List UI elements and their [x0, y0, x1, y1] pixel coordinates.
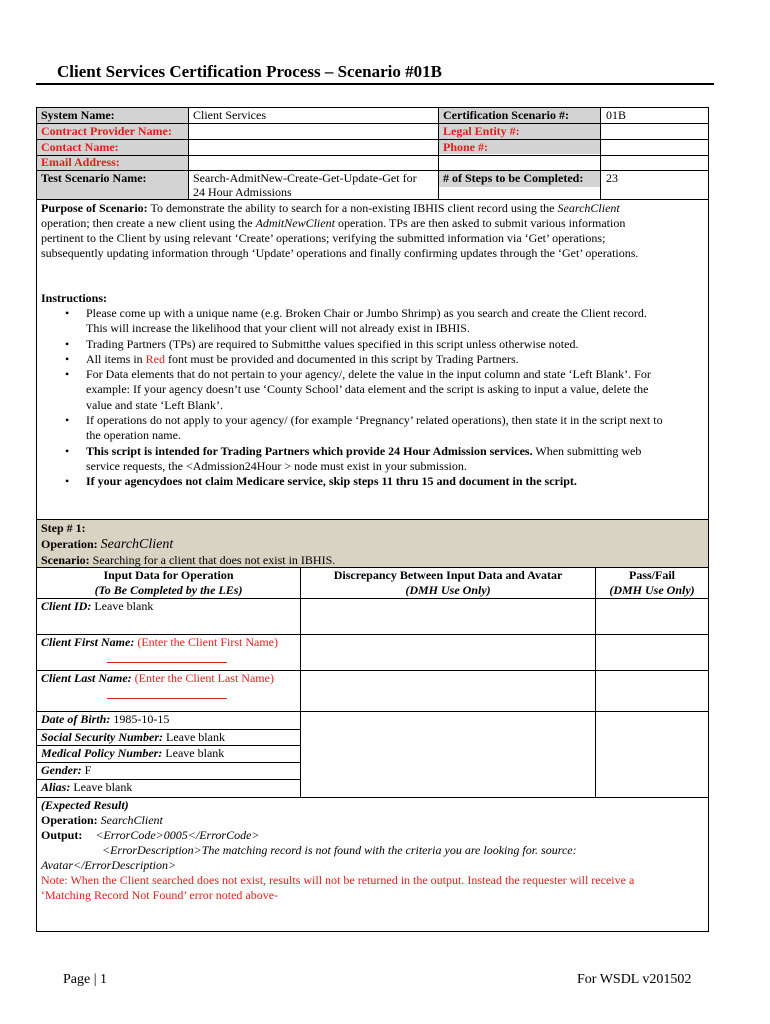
test-scenario-value-line1: Search-AdmitNew-Create-Get-Update-Get for — [193, 171, 417, 185]
instruction-bold: This script is intended for Trading Partners which provide 24 Hour Admission services. — [86, 443, 533, 458]
cert-scenario-value: 01B — [606, 108, 627, 122]
col2-header: Discrepancy Between Input Data and Avatar — [333, 568, 563, 582]
instruction-text-part: All items in — [86, 351, 143, 366]
page-title: Client Services Certification Process – Scenario #01B — [57, 62, 442, 81]
wsdl-version: For WSDL v201502 — [577, 972, 692, 987]
instruction-text: This will increase the likelihood that your client will not already exist in IBHIS. — [86, 321, 470, 336]
expected-note-line2: ‘Matching Record Not Found’ error noted above- — [41, 888, 279, 902]
steps-label: # of Steps to be Completed: — [443, 171, 584, 185]
page-number: Page | 1 — [63, 972, 108, 987]
bullet-icon: • — [65, 413, 70, 428]
first-name-label: Client First Name: — [41, 635, 135, 649]
dob-value: 1985-10-15 — [113, 712, 170, 726]
scenario-label: Scenario: — [41, 553, 90, 567]
instruction-text-part: When submitting web — [535, 443, 642, 458]
bullet-icon: • — [65, 474, 70, 489]
expected-output-label: Output: — [41, 828, 83, 842]
bullet-icon: • — [65, 351, 70, 366]
bullet-icon: • — [65, 306, 70, 320]
test-scenario-value-line2: 24 Hour Admissions — [193, 185, 292, 199]
gender-label: Gender: — [41, 763, 82, 777]
dob-label: Date of Birth: — [41, 712, 111, 726]
instruction-text — [86, 352, 707, 367]
client-id-row — [41, 599, 153, 614]
instruction-item — [41, 367, 707, 413]
contact-name-label: Contact Name: — [41, 140, 119, 154]
instruction-text — [86, 444, 707, 459]
steps-value: 23 — [606, 171, 618, 185]
instruction-text: example: If your agency doesn’t use ‘County School’ data element and the script is asking to input a value, delete the — [86, 382, 649, 397]
instruction-text: For Data elements that do not pertain to your agency/, delete the value in the input column and state ‘Left Blank’. For — [86, 367, 651, 382]
test-scenario-label: Test Scenario Name: — [41, 171, 147, 185]
instruction-text-part: font must be provided and documented in this script by Trading Partners. — [168, 351, 519, 366]
ssn-label: Social Security Number: — [41, 730, 163, 744]
divider — [595, 567, 596, 798]
instruction-text: service requests, the <Admission24Hour > node must exist in your submission. — [86, 458, 467, 473]
instruction-item — [41, 352, 707, 367]
last-name-label: Client Last Name: — [41, 671, 132, 685]
gender-row — [41, 763, 91, 778]
bullet-icon: • — [65, 336, 70, 351]
red-word: Red — [145, 351, 166, 366]
bullet-icon: • — [65, 443, 70, 458]
title-rule — [36, 83, 714, 85]
expected-desc-line1: <ErrorDescription>The matching record is not found with the criteria you are looking for. source: — [102, 843, 577, 857]
instruction-text: the operation name. — [86, 428, 181, 443]
first-name-row — [41, 635, 278, 650]
contract-provider-label: Contract Provider Name: — [41, 124, 172, 138]
expected-output — [41, 828, 260, 843]
ssn-value: Leave blank — [166, 730, 225, 744]
legal-entity-label: Legal Entity #: — [443, 124, 520, 138]
expected-operation — [41, 813, 163, 828]
client-id-value: Leave blank — [94, 599, 154, 613]
instruction-text: If operations do not apply to your agency/ (for example ‘Pregnancy’ related operations), then state it in the script next to — [86, 413, 663, 428]
purpose-line-2 — [41, 216, 625, 231]
email-label: Email Address: — [41, 155, 120, 169]
system-name-label: System Name: — [41, 108, 115, 122]
medical-label: Medical Policy Number: — [41, 746, 163, 760]
col3-header: Pass/Fail — [628, 568, 675, 582]
col3-subheader: (DMH Use Only) — [609, 583, 695, 597]
medical-value: Leave blank — [165, 746, 225, 760]
client-id-label: Client ID: — [41, 599, 92, 613]
expected-note-line1: Note: When the Client searched does not exist, results will not be returned in the output. Instead the requester will receive a — [41, 873, 635, 887]
expected-operation-label: Operation: — [41, 813, 98, 827]
expected-operation-value: SearchClient — [100, 813, 163, 827]
instruction-item — [41, 413, 707, 444]
instruction-item — [41, 337, 707, 352]
expected-desc-line2: Avatar</ErrorDescription> — [41, 858, 177, 872]
purpose-op: AdmitNewClient — [255, 216, 335, 230]
purpose-line-4: subsequently updating information through ‘Update’ operations and finally confirming updates through the ‘Get’ operations. — [41, 246, 639, 260]
operation-line — [41, 537, 173, 552]
purpose-text: To demonstrate the ability to search for a non-existing IBHIS client record using the — [150, 201, 555, 215]
scenario-line — [41, 553, 335, 568]
col2-subheader: (DMH Use Only) — [405, 583, 491, 597]
divider — [600, 107, 601, 200]
expected-heading: (Expected Result) — [41, 798, 129, 812]
instruction-item — [41, 444, 707, 475]
purpose-text: operation. TPs are then asked to submit various information — [337, 216, 626, 230]
instruction-text: If your agencydoes not claim Medicare service, skip steps 11 thru 15 and document in the script. — [86, 474, 577, 489]
divider — [438, 107, 439, 200]
col1-header: Input Data for Operation — [103, 568, 234, 582]
scenario-value: Searching for a client that does not exist in IBHIS. — [92, 553, 336, 567]
purpose-text: operation; then create a new client using the — [41, 216, 253, 230]
phone-label: Phone #: — [443, 140, 488, 154]
bullet-icon: • — [65, 367, 70, 382]
medical-row — [41, 746, 224, 761]
instructions-label: Instructions: — [41, 291, 108, 305]
system-name-value: Client Services — [193, 108, 266, 122]
instruction-text: Please come up with a unique name (e.g. Broken Chair or Jumbo Shrimp) as you search and create the Client record. — [86, 306, 647, 320]
last-name-value: (Enter the Client Last Name) — [134, 671, 274, 685]
alias-row — [41, 780, 132, 795]
purpose-label: Purpose of Scenario: — [41, 201, 148, 215]
operation-label: Operation: — [41, 537, 98, 551]
gender-value: F — [84, 763, 92, 777]
instruction-item — [41, 474, 707, 489]
instruction-item — [41, 306, 707, 337]
divider — [36, 797, 709, 798]
alias-label: Alias: — [41, 780, 71, 794]
divider — [36, 155, 709, 156]
dob-row — [41, 712, 169, 727]
col1-subheader: (To Be Completed by the LEs) — [94, 583, 243, 597]
instruction-text: Trading Partners (TPs) are required to Submitthe values specified in this script unless otherwise noted. — [86, 336, 579, 351]
purpose-line-3: pertinent to the Client by using relevant ‘Create’ operations; verifying the submitted information via ‘Get’ operations; — [41, 231, 606, 245]
purpose-op: SearchClient — [557, 201, 620, 215]
instructions-list — [41, 306, 707, 490]
instruction-text: value and state ‘Left Blank’. — [86, 397, 223, 412]
cert-scenario-label: Certification Scenario #: — [443, 108, 569, 122]
operation-value: SearchClient — [100, 537, 174, 552]
divider — [188, 107, 189, 200]
first-name-underline — [107, 662, 227, 663]
alias-value: Leave blank — [73, 780, 133, 794]
step-label: Step # 1: — [41, 521, 86, 535]
divider — [36, 139, 709, 140]
divider — [300, 567, 301, 798]
purpose-line-1 — [41, 201, 620, 216]
ssn-row — [41, 730, 225, 745]
first-name-value: (Enter the Client First Name) — [137, 635, 278, 649]
expected-output-value: <ErrorCode>0005</ErrorCode> — [95, 828, 260, 842]
last-name-underline — [107, 698, 227, 699]
last-name-row — [41, 671, 274, 686]
